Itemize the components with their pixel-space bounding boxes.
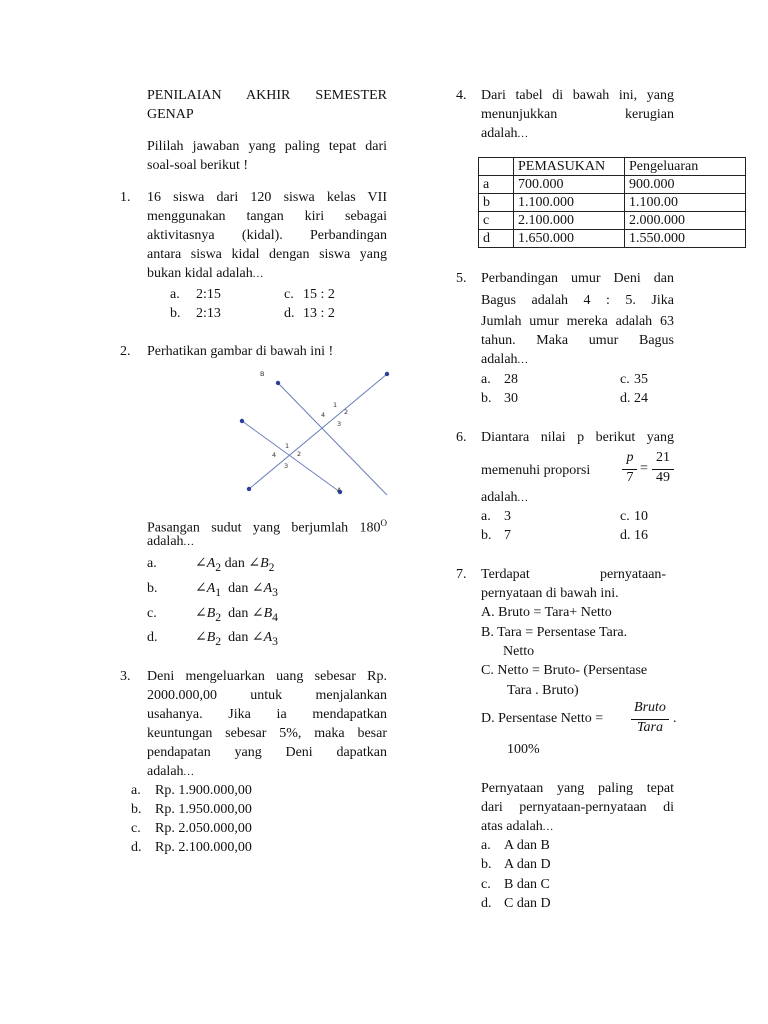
option-text: 15 : 2 (303, 287, 335, 302)
option-label: d. (131, 840, 142, 855)
statement-a: A. Bruto = Tara+ Netto (481, 605, 612, 620)
question-text: Pasangan sudut yang berjumlah $180^O$ (147, 518, 387, 536)
question-text: menggunakan tangan kiri sebagai (147, 209, 387, 224)
option-label: a. (481, 372, 491, 387)
option-label: d. (147, 630, 158, 645)
option-text: 30 (504, 391, 518, 406)
option-text: 7 (504, 528, 511, 543)
question-text: antara siswa kidal dengan siswa yang (147, 247, 387, 262)
table-cell: a (479, 176, 514, 194)
option-text: 35 (634, 372, 648, 387)
fraction-denominator: 7 (626, 470, 634, 485)
equals-sign: = (640, 461, 648, 476)
dot: . (673, 711, 677, 726)
option-text: 28 (504, 372, 518, 387)
line-l2 (278, 383, 387, 495)
option-text: 24 (634, 391, 648, 406)
question-text: atas adalah... (481, 819, 555, 834)
option-text: Rp. 1.900.000,00 (155, 783, 252, 798)
table-row (479, 230, 746, 248)
option-label: b. (170, 306, 181, 321)
question-text: pendapatan yang Deni dapatkan (147, 745, 387, 760)
question-text: Pernyataan yang paling tepat (481, 781, 674, 796)
option-text: Rp. 1.950.000,00 (155, 802, 252, 817)
question-number: 3. (120, 669, 131, 684)
option-label: d. (620, 391, 631, 406)
fraction-denominator: Tara (637, 720, 663, 735)
option-label: a. (147, 556, 157, 571)
option-label: b. (147, 581, 158, 596)
statement-d-cont: 100% (507, 742, 540, 757)
question-text: Jumlah umur mereka adalah 63 (481, 314, 674, 329)
exam-title: PENILAIAN AKHIR SEMESTER (147, 88, 387, 103)
question-text: usahanya. Jika ia mendapatkan (147, 707, 387, 722)
table-header (479, 158, 514, 176)
option-label: a. (481, 509, 491, 524)
table-header-row (479, 158, 746, 176)
table-cell: 1.650.000 (514, 230, 625, 248)
angle-label: 4 (272, 451, 277, 459)
statement-b-cont: Netto (503, 644, 535, 659)
question-text: adalah... (481, 352, 529, 367)
option-text: 2:15 (196, 287, 221, 302)
question-number: 7. (456, 567, 467, 582)
table-row (479, 176, 746, 194)
question-number: 5. (456, 271, 467, 286)
angle-label: 2 (297, 450, 302, 458)
option-label: c. (131, 821, 141, 836)
option-label: b. (481, 391, 492, 406)
table-cell: c (479, 212, 514, 230)
question-text: adalah... (147, 534, 195, 549)
question-text: Perhatikan gambar di bawah ini ! (147, 344, 334, 359)
option-label: c. (481, 877, 491, 892)
table-cell: 900.000 (625, 176, 746, 194)
angle-label: 1 (285, 442, 290, 450)
option-text: 10 (634, 509, 648, 524)
question-text: Diantara nilai p berikut yang (481, 430, 674, 445)
question-text: 16 siswa dari 120 siswa kelas VII (147, 190, 387, 205)
option-text: B dan C (504, 877, 550, 892)
question-text: memenuhi proporsi (481, 463, 591, 478)
option-label: d. (620, 528, 631, 543)
option-label: c. (620, 372, 630, 387)
question-text: 2000.000,00 untuk menjalankan (147, 688, 387, 703)
table-row (479, 194, 746, 212)
question-text: menunjukkan kerugian (481, 107, 674, 122)
option-label: b. (481, 857, 492, 872)
fraction-numerator: p (626, 450, 634, 465)
table-header: Pengeluaran (625, 158, 746, 176)
table-header: PEMASUKAN (514, 158, 625, 176)
question-text: dari pernyataan-pernyataan di (481, 800, 674, 815)
option-label: c. (284, 287, 294, 302)
question-text: aktivitasnya (kidal). Perbandingan (147, 228, 387, 243)
question-number: 6. (456, 430, 467, 445)
statement-b: B. Tara = Persentase Tara. (481, 625, 628, 640)
table-cell: 1.100.000 (514, 194, 625, 212)
angle-option: $\angle A_1$ dan $\angle A_3$ (195, 581, 278, 599)
question-text: keuntungan sebesar 5%, maka besar (147, 726, 387, 741)
point-label-b: B (260, 370, 265, 378)
table-cell: 2.000.000 (625, 212, 746, 230)
option-text: 16 (634, 528, 648, 543)
angle-label: 3 (337, 420, 342, 428)
option-label: a. (131, 783, 141, 798)
intersecting-lines-figure (230, 365, 400, 500)
option-label: b. (131, 802, 142, 817)
angle-option: $\angle B_2$ dan $\angle B_4$ (195, 606, 278, 624)
question-text: bukan kidal adalah... (147, 266, 264, 281)
fraction-numerator: Bruto (634, 700, 666, 715)
instruction-line2: soal-soal berikut ! (147, 158, 249, 173)
question-text: adalah... (147, 764, 195, 779)
question-number: 1. (120, 190, 131, 205)
table-row (479, 212, 746, 230)
fraction-numerator: 21 (656, 450, 670, 465)
exam-title-line2: GENAP (147, 107, 194, 122)
option-text: 3 (504, 509, 511, 524)
angle-label: 1 (333, 401, 338, 409)
question-text: Perbandingan umur Deni dan (481, 271, 674, 286)
angle-label: 3 (284, 462, 289, 470)
option-label: b. (481, 528, 492, 543)
option-text: A dan D (504, 857, 551, 872)
option-label: c. (620, 509, 630, 524)
question-text: Dari tabel di bawah ini, yang (481, 88, 674, 103)
option-text: Rp. 2.100.000,00 (155, 840, 252, 855)
statement-c: C. Netto = Bruto- (Persentase (481, 663, 648, 678)
income-expense-table (478, 157, 746, 248)
table-cell: 1.100.00 (625, 194, 746, 212)
option-text: C dan D (504, 896, 551, 911)
angle-option: $\angle A_2$ dan $\angle B_2$ (195, 556, 275, 574)
question-text: tahun. Maka umur Bagus (481, 333, 674, 348)
question-text: Deni mengeluarkan uang sebesar Rp. (147, 669, 387, 684)
question-text: adalah... (481, 126, 529, 141)
angle-option: $\angle B_2$ dan $\angle A_3$ (195, 630, 278, 648)
question-text: pernyataan- (600, 567, 667, 582)
question-text: adalah... (481, 490, 529, 505)
question-number: 2. (120, 344, 131, 359)
statement-d: D. Persentase Netto = (481, 711, 604, 726)
question-text: Terdapat (481, 567, 530, 582)
option-label: a. (481, 838, 491, 853)
line-l1 (249, 374, 387, 489)
angle-label: 2 (344, 408, 349, 416)
option-text: 13 : 2 (303, 306, 335, 321)
option-label: d. (284, 306, 295, 321)
question-text: Bagus adalah 4 : 5. Jika (481, 293, 674, 308)
statement-c-cont: Tara . Bruto) (507, 683, 579, 698)
option-label: c. (147, 606, 157, 621)
table-cell: 700.000 (514, 176, 625, 194)
question-text: pernyataan di bawah ini. (481, 586, 619, 601)
option-text: 2:13 (196, 306, 221, 321)
question-number: 4. (456, 88, 467, 103)
fraction-denominator: 49 (656, 470, 670, 485)
table-cell: d (479, 230, 514, 248)
table-cell: 2.100.000 (514, 212, 625, 230)
point-label-a: A (337, 486, 342, 494)
table-cell: b (479, 194, 514, 212)
table-cell: 1.550.000 (625, 230, 746, 248)
option-label: a. (170, 287, 180, 302)
option-text: A dan B (504, 838, 550, 853)
instruction: Pililah jawaban yang paling tepat dari (147, 139, 387, 154)
angle-label: 4 (321, 411, 326, 419)
option-label: d. (481, 896, 492, 911)
option-text: Rp. 2.050.000,00 (155, 821, 252, 836)
